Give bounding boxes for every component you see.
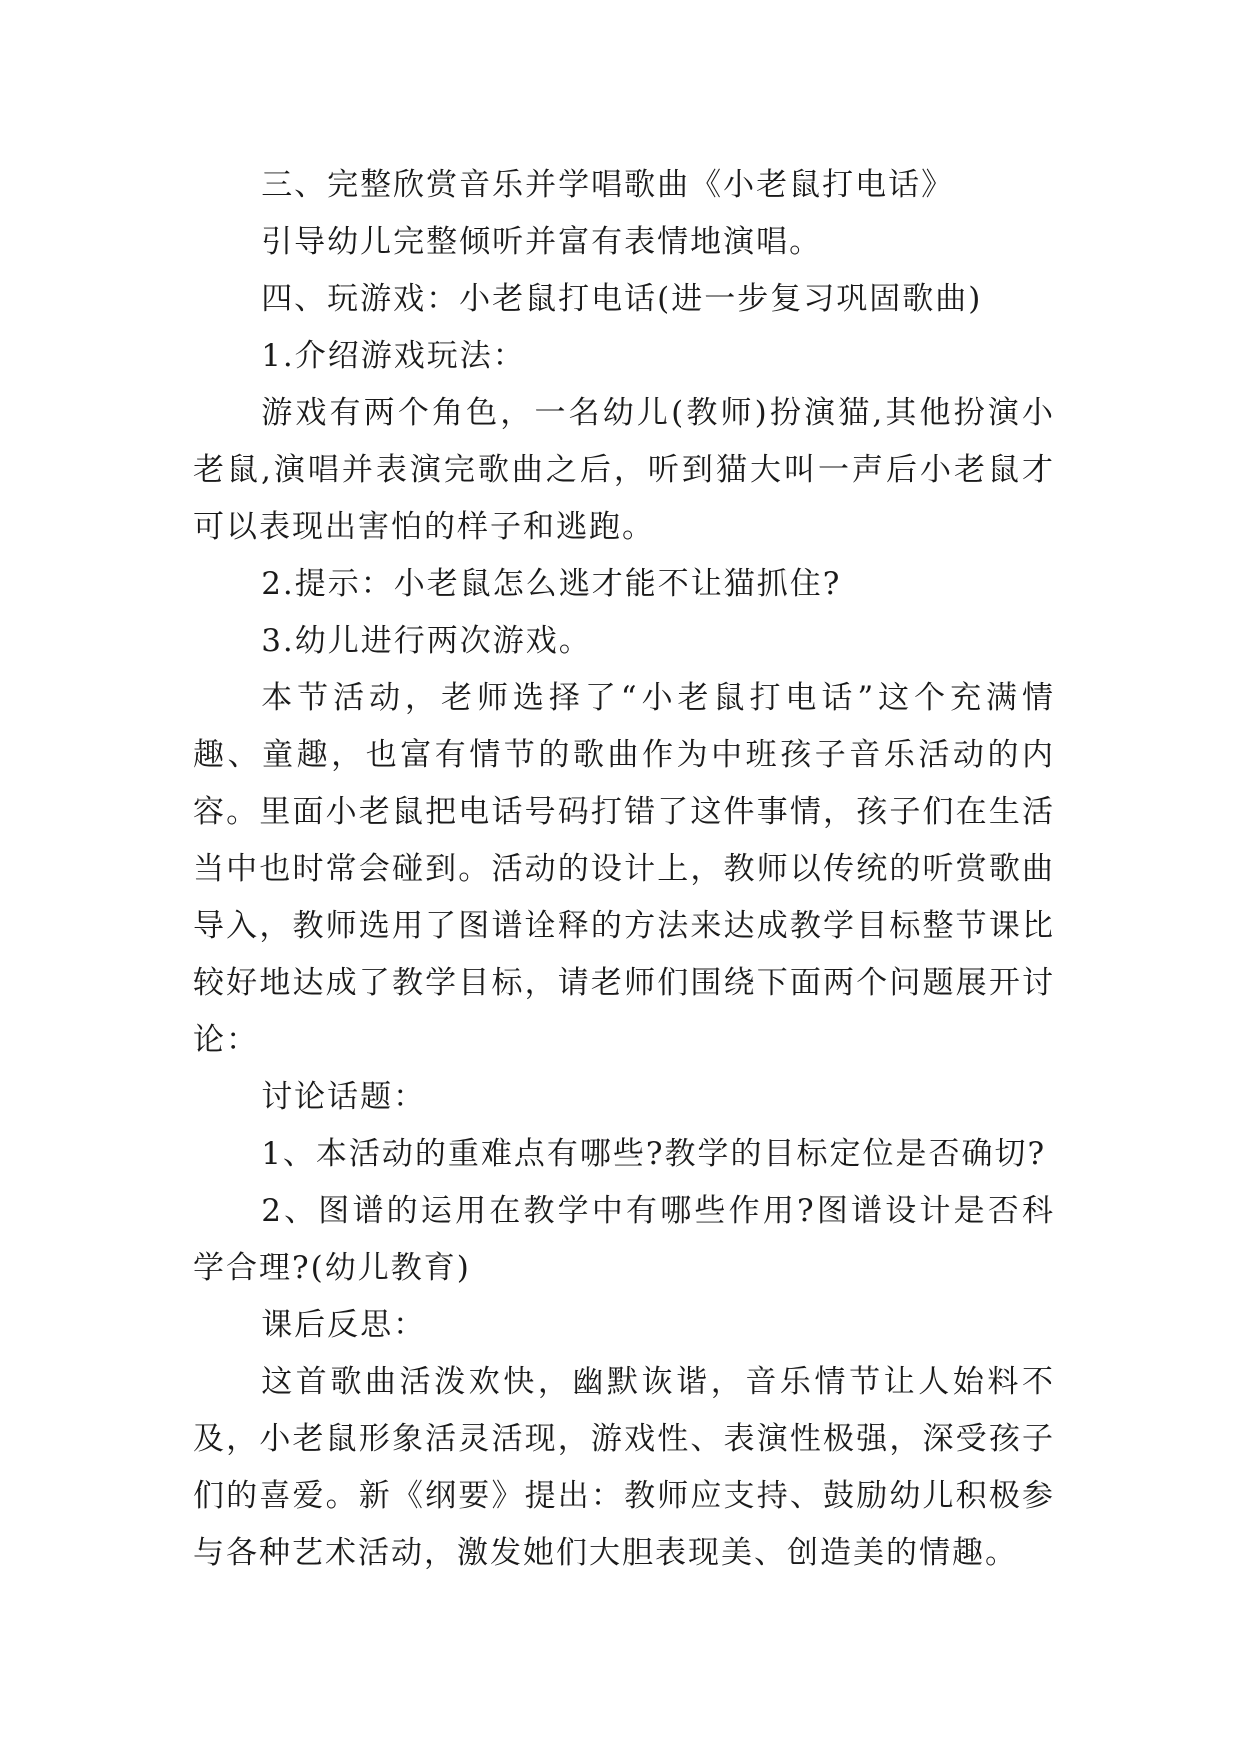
list-item: 1.介绍游戏玩法： [261,338,526,374]
section-heading-4: 四、玩游戏：小老鼠打电话(进一步复习巩固歌曲) [261,281,983,317]
paragraph: 这首歌曲活泼欢快，幽默诙谐，音乐情节让人始料不及，小老鼠形象活灵活现，游戏性、表演性极强，深受孩子们的喜爱。新《纲要》提出：教师应支持、鼓励幼儿积极参与各种艺术活动，激发她们大胆表现美、创造美的情趣。 [193,1364,1055,1571]
list-item: 1、本活动的重难点有哪些?教学的目标定位是否确切? [261,1136,1047,1172]
paragraph: 游戏有两个角色，一名幼儿(教师)扮演猫,其他扮演小老鼠,演唱并表演完歌曲之后，听到猫大叫一声后小老鼠才可以表现出害怕的样子和逃跑。 [193,395,1055,545]
section-heading-3: 三、完整欣赏音乐并学唱歌曲《小老鼠打电话》 [261,167,955,203]
list-item: 3.幼儿进行两次游戏。 [261,623,592,659]
paragraph: 本节活动，老师选择了“小老鼠打电话”这个充满情趣、童趣，也富有情节的歌曲作为中班孩子音乐活动的内容。里面小老鼠把电话号码打错了这件事情，孩子们在生活当中也时常会碰到。活动的设计上，教师以传统的听赏歌曲导入，教师选用了图谱诠释的方法来达成教学目标整节课比较好地达成了教学目标，请老师们围绕下面两个问题展开讨论： [193,680,1055,1058]
paragraph: 引导幼儿完整倾听并富有表情地演唱。 [261,224,823,260]
document-body [193,157,1055,1582]
list-item: 2.提示：小老鼠怎么逃才能不让猫抓住? [261,566,842,602]
discussion-heading: 讨论话题： [261,1079,427,1115]
reflection-heading: 课后反思： [261,1307,427,1343]
list-item: 2、图谱的运用在教学中有哪些作用?图谱设计是否科学合理?(幼儿教育) [193,1193,1055,1286]
